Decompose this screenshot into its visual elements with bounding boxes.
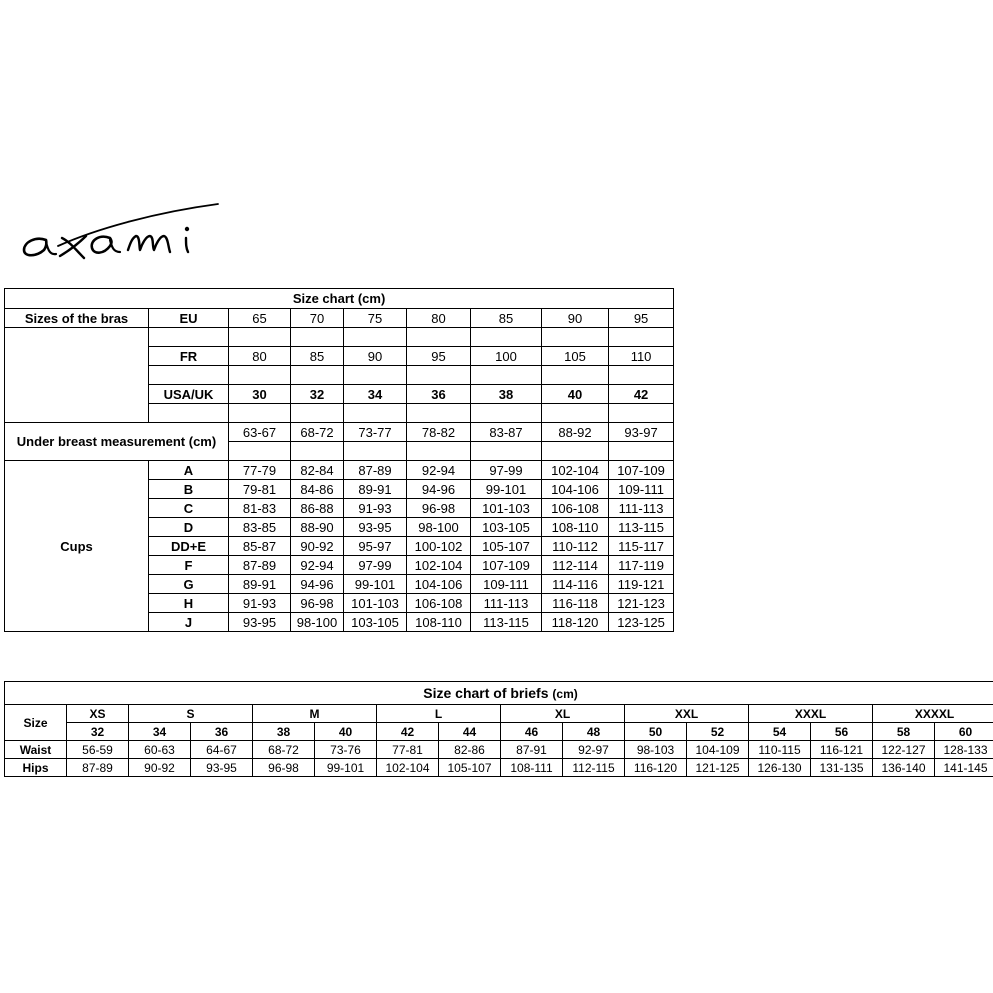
usa-uk-size: 38 [471, 385, 542, 404]
cup-label: B [149, 480, 229, 499]
cup-value: 113-115 [471, 613, 542, 632]
cup-value: 89-91 [344, 480, 407, 499]
underbust-value: 83-87 [471, 423, 542, 442]
letter-size: XL [501, 705, 625, 723]
numeric-size: 44 [439, 723, 501, 741]
cup-value: 96-98 [291, 594, 344, 613]
usa-uk-size: 42 [609, 385, 674, 404]
numeric-size: 32 [67, 723, 129, 741]
cup-value: 102-104 [542, 461, 609, 480]
cup-value: 92-94 [291, 556, 344, 575]
hips-value: 108-111 [501, 759, 563, 777]
cup-value: 115-117 [609, 537, 674, 556]
cup-value: 98-100 [291, 613, 344, 632]
cup-label: A [149, 461, 229, 480]
cup-value: 79-81 [229, 480, 291, 499]
numeric-size: 42 [377, 723, 439, 741]
cup-value: 98-100 [407, 518, 471, 537]
numeric-size: 36 [191, 723, 253, 741]
fr-size: 105 [542, 347, 609, 366]
cup-value: 96-98 [407, 499, 471, 518]
underbust-value: 88-92 [542, 423, 609, 442]
letter-size: XXXXL [873, 705, 993, 723]
waist-value: 87-91 [501, 741, 563, 759]
cup-value: 110-112 [542, 537, 609, 556]
hips-value: 116-120 [625, 759, 687, 777]
usa-uk-size: 34 [344, 385, 407, 404]
cup-value: 94-96 [407, 480, 471, 499]
cup-value: 106-108 [542, 499, 609, 518]
eu-size: 70 [291, 309, 344, 328]
fr-size: 85 [291, 347, 344, 366]
hips-value: 136-140 [873, 759, 935, 777]
numeric-size: 56 [811, 723, 873, 741]
cup-value: 107-109 [471, 556, 542, 575]
hips-value: 99-101 [315, 759, 377, 777]
eu-size: 95 [609, 309, 674, 328]
waist-value: 116-121 [811, 741, 873, 759]
cup-value: 111-113 [471, 594, 542, 613]
cup-value: 106-108 [407, 594, 471, 613]
cup-value: 100-102 [407, 537, 471, 556]
letter-size: S [129, 705, 253, 723]
bra-sizes-label: Sizes of the bras [5, 309, 149, 328]
cup-label: DD+E [149, 537, 229, 556]
briefs-chart-title: Size chart of briefs (cm) [5, 682, 993, 705]
axami-logo [18, 200, 228, 270]
cup-value: 116-118 [542, 594, 609, 613]
hips-value: 141-145 [935, 759, 993, 777]
cup-value: 103-105 [344, 613, 407, 632]
numeric-size: 60 [935, 723, 993, 741]
cup-value: 105-107 [471, 537, 542, 556]
bra-chart-title: Size chart (cm) [5, 289, 674, 309]
cup-value: 107-109 [609, 461, 674, 480]
usa-uk-size: 36 [407, 385, 471, 404]
usa-uk-size: 32 [291, 385, 344, 404]
underbust-value: 73-77 [344, 423, 407, 442]
waist-label: Waist [5, 741, 67, 759]
numeric-size: 58 [873, 723, 935, 741]
eu-size: 65 [229, 309, 291, 328]
hips-value: 102-104 [377, 759, 439, 777]
underbust-value: 78-82 [407, 423, 471, 442]
cup-value: 91-93 [344, 499, 407, 518]
cup-value: 87-89 [229, 556, 291, 575]
letter-size: L [377, 705, 501, 723]
cup-value: 109-111 [609, 480, 674, 499]
cup-value: 118-120 [542, 613, 609, 632]
system-label-usa-uk: USA/UK [149, 385, 229, 404]
cup-value: 93-95 [229, 613, 291, 632]
waist-value: 98-103 [625, 741, 687, 759]
numeric-size: 50 [625, 723, 687, 741]
cup-value: 93-95 [344, 518, 407, 537]
underbust-value: 93-97 [609, 423, 674, 442]
hips-value: 93-95 [191, 759, 253, 777]
waist-value: 73-76 [315, 741, 377, 759]
usa-uk-size: 40 [542, 385, 609, 404]
cup-value: 91-93 [229, 594, 291, 613]
hips-value: 126-130 [749, 759, 811, 777]
cup-value: 86-88 [291, 499, 344, 518]
cup-value: 111-113 [609, 499, 674, 518]
cup-value: 104-106 [407, 575, 471, 594]
cup-value: 92-94 [407, 461, 471, 480]
waist-value: 110-115 [749, 741, 811, 759]
waist-value: 77-81 [377, 741, 439, 759]
numeric-size: 40 [315, 723, 377, 741]
waist-value: 60-63 [129, 741, 191, 759]
under-breast-label: Under breast measurement (cm) [5, 423, 229, 461]
cup-value: 85-87 [229, 537, 291, 556]
cup-value: 89-91 [229, 575, 291, 594]
system-label-fr: FR [149, 347, 229, 366]
hips-label: Hips [5, 759, 67, 777]
cup-value: 87-89 [344, 461, 407, 480]
cup-value: 97-99 [344, 556, 407, 575]
cup-value: 104-106 [542, 480, 609, 499]
waist-value: 68-72 [253, 741, 315, 759]
usa-uk-size: 30 [229, 385, 291, 404]
fr-size: 100 [471, 347, 542, 366]
letter-size: XXXL [749, 705, 873, 723]
size-label: Size [5, 705, 67, 741]
cup-value: 99-101 [471, 480, 542, 499]
cup-value: 123-125 [609, 613, 674, 632]
bra-size-chart [4, 288, 674, 632]
cups-label: Cups [5, 461, 149, 632]
numeric-size: 54 [749, 723, 811, 741]
fr-size: 95 [407, 347, 471, 366]
cup-value: 77-79 [229, 461, 291, 480]
eu-size: 75 [344, 309, 407, 328]
waist-value: 104-109 [687, 741, 749, 759]
cup-value: 99-101 [344, 575, 407, 594]
numeric-size: 34 [129, 723, 191, 741]
cup-label: C [149, 499, 229, 518]
cup-label: J [149, 613, 229, 632]
underbust-value: 68-72 [291, 423, 344, 442]
cup-value: 83-85 [229, 518, 291, 537]
waist-value: 92-97 [563, 741, 625, 759]
cup-value: 94-96 [291, 575, 344, 594]
cup-label: H [149, 594, 229, 613]
letter-size: XXL [625, 705, 749, 723]
fr-size: 110 [609, 347, 674, 366]
eu-size: 90 [542, 309, 609, 328]
hips-value: 112-115 [563, 759, 625, 777]
cup-value: 90-92 [291, 537, 344, 556]
letter-size: XS [67, 705, 129, 723]
system-label-eu: EU [149, 309, 229, 328]
cup-value: 82-84 [291, 461, 344, 480]
cup-value: 113-115 [609, 518, 674, 537]
numeric-size: 48 [563, 723, 625, 741]
cup-label: D [149, 518, 229, 537]
cup-value: 109-111 [471, 575, 542, 594]
cup-value: 114-116 [542, 575, 609, 594]
numeric-size: 46 [501, 723, 563, 741]
cup-value: 81-83 [229, 499, 291, 518]
fr-size: 90 [344, 347, 407, 366]
waist-value: 56-59 [67, 741, 129, 759]
cup-value: 117-119 [609, 556, 674, 575]
hips-value: 90-92 [129, 759, 191, 777]
cup-value: 88-90 [291, 518, 344, 537]
cup-value: 108-110 [407, 613, 471, 632]
eu-size: 85 [471, 309, 542, 328]
cup-value: 101-103 [344, 594, 407, 613]
cup-value: 108-110 [542, 518, 609, 537]
underbust-value: 63-67 [229, 423, 291, 442]
hips-value: 131-135 [811, 759, 873, 777]
waist-value: 128-133 [935, 741, 993, 759]
cup-value: 121-123 [609, 594, 674, 613]
hips-value: 96-98 [253, 759, 315, 777]
eu-size: 80 [407, 309, 471, 328]
cup-label: F [149, 556, 229, 575]
cup-value: 119-121 [609, 575, 674, 594]
cup-value: 112-114 [542, 556, 609, 575]
hips-value: 87-89 [67, 759, 129, 777]
cup-label: G [149, 575, 229, 594]
cup-value: 95-97 [344, 537, 407, 556]
cup-value: 97-99 [471, 461, 542, 480]
cup-value: 103-105 [471, 518, 542, 537]
numeric-size: 52 [687, 723, 749, 741]
waist-value: 82-86 [439, 741, 501, 759]
cup-value: 84-86 [291, 480, 344, 499]
briefs-size-chart [4, 681, 993, 777]
waist-value: 64-67 [191, 741, 253, 759]
empty-cell [5, 328, 149, 423]
letter-size: M [253, 705, 377, 723]
hips-value: 105-107 [439, 759, 501, 777]
waist-value: 122-127 [873, 741, 935, 759]
cup-value: 101-103 [471, 499, 542, 518]
cup-value: 102-104 [407, 556, 471, 575]
numeric-size: 38 [253, 723, 315, 741]
fr-size: 80 [229, 347, 291, 366]
hips-value: 121-125 [687, 759, 749, 777]
